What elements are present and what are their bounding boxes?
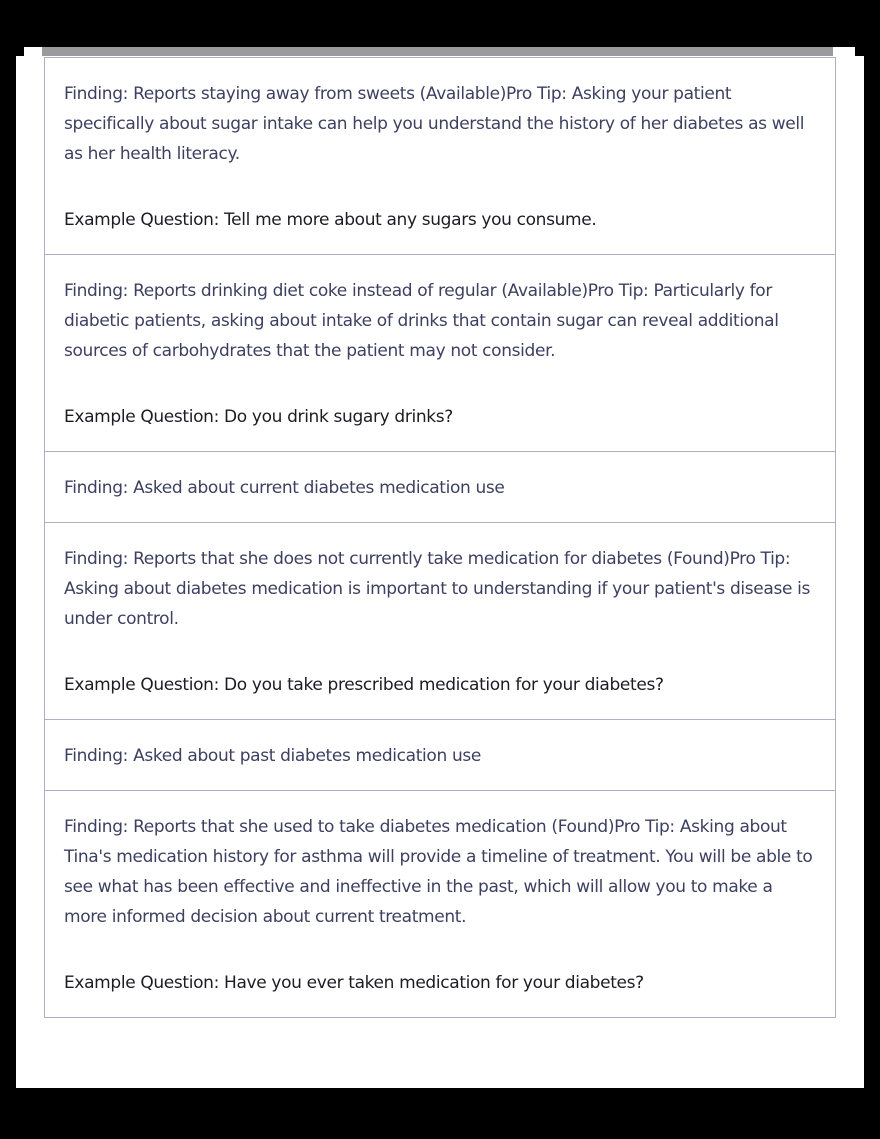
table-row [45,791,836,1018]
example-question: Example Question: Tell me more about any sugars you consume. [64,210,597,230]
finding-text: Finding: Reports drinking diet coke instead of regular (Available)Pro Tip: Particularly for diabetic patients, asking about intake of drinks that contain sugar can reveal additional sources of carbohydrates that the patient may not consider. [64,281,779,361]
finding-text: Finding: Reports that she used to take diabetes medication (Found)Pro Tip: Asking about Tina's medication history for asthma will provide a timeline of treatment. You will be able to see what has been effective and ineffective in the past, which will allow you to make a more informed decision about current treatment. [64,817,813,927]
table-row [45,58,836,255]
finding-cell [45,791,836,1018]
finding-text: Finding: Reports that she does not currently take medication for diabetes (Found)Pro Tip: Asking about diabetes medication is important to understanding if your patient's disease is under control. [64,549,811,629]
finding-text: Finding: Asked about current diabetes medication use [64,478,505,498]
table-row [45,523,836,720]
example-question: Example Question: Have you ever taken medication for your diabetes? [64,973,644,993]
example-question: Example Question: Do you drink sugary drinks? [64,407,453,427]
example-question: Example Question: Do you take prescribed medication for your diabetes? [64,675,664,695]
findings-table [44,57,836,1018]
page-top-bar [42,47,833,56]
finding-text: Finding: Asked about past diabetes medication use [64,746,481,766]
table-row [45,720,836,791]
table-row [45,255,836,452]
table-row [45,452,836,523]
finding-text: Finding: Reports staying away from sweets (Available)Pro Tip: Asking your patient specifically about sugar intake can help you understand the history of her diabetes as well as her health literacy. [64,84,805,164]
finding-cell [45,255,836,452]
finding-cell [45,523,836,720]
finding-cell [45,720,836,791]
finding-cell [45,452,836,523]
finding-cell [45,58,836,255]
